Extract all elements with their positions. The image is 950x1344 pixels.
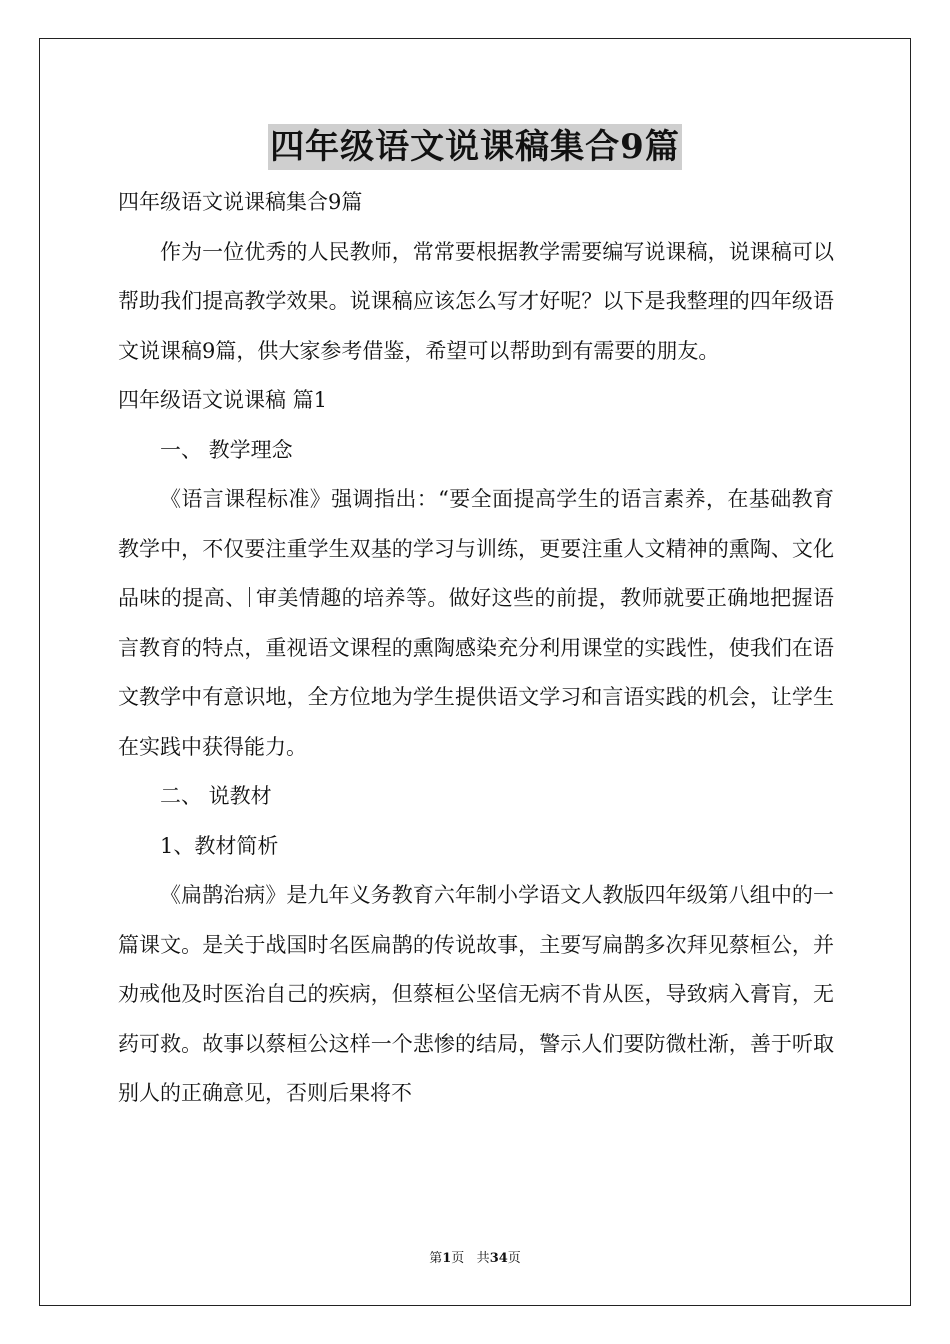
text-cursor bbox=[249, 587, 250, 607]
paragraph-material-description: 《扁鹊治病》是九年义务教育六年制小学语文人教版四年级第八组中的一篇课文。是关于战国时名医扁鹊的传说故事，主要写扁鹊多次拜见蔡桓公，并劝戒他及时医治自己的疾病，但蔡桓公坚信无病不肯从医，导致病入膏肓，无药可救。故事以蔡桓公这样一个悲惨的结局，警示人们要防微杜渐，善于听取别人的正确意见，否则后果将不 bbox=[118, 883, 834, 1105]
paragraph-heading: 四年级语文说课稿集合9篇 bbox=[118, 190, 363, 214]
page-footer bbox=[0, 1250, 950, 1268]
paragraph-intro: 作为一位优秀的人民教师，常常要根据教学需要编写说课稿，说课稿可以帮助我们提高教学效果。说课稿应该怎么写才好呢？以下是我整理的四年级语文说课稿9篇，供大家参考借鉴，希望可以帮助到有需要的朋友。 bbox=[118, 239, 834, 363]
title-area bbox=[0, 124, 950, 170]
paragraph-text-before-cursor: 《语言课程标准》强调指出：“要全面提高学生的语言素养，在基础教育教学中，不仅要注重学生双基的学习与训练，更要注重人文精神的熏陶、文化品味的提高、 bbox=[118, 487, 834, 610]
footer-total-prefix: 共 bbox=[476, 1251, 490, 1266]
footer-page-number: 1 bbox=[442, 1251, 452, 1266]
footer-total-unit: 页 bbox=[507, 1251, 521, 1266]
document-body bbox=[118, 178, 834, 1119]
section-heading-part1: 四年级语文说课稿 篇1 bbox=[118, 388, 328, 412]
paragraph-curriculum-standard bbox=[118, 475, 834, 772]
footer-total-pages: 34 bbox=[489, 1251, 508, 1266]
footer-prefix: 第 bbox=[429, 1251, 443, 1266]
subheading-teaching-concept: 一、 教学理念 bbox=[160, 437, 293, 462]
paragraph-text-after-cursor: 审美情趣的培养等。做好这些的前提，教师就要正确地把握语言教育的特点，重视语文课程的熏陶感染充分利用课堂的实践性，使我们在语文教学中有意识地，全方位地为学生提供语文学习和言语实践的机会，让学生在实践中获得能力。 bbox=[118, 586, 834, 759]
document-title: 四年级语文说课稿集合9篇 bbox=[268, 124, 682, 170]
subheading-teaching-material: 二、 说教材 bbox=[160, 784, 272, 808]
footer-page-unit: 页 bbox=[451, 1251, 465, 1266]
subheading-material-analysis: 1、教材简析 bbox=[160, 833, 279, 858]
